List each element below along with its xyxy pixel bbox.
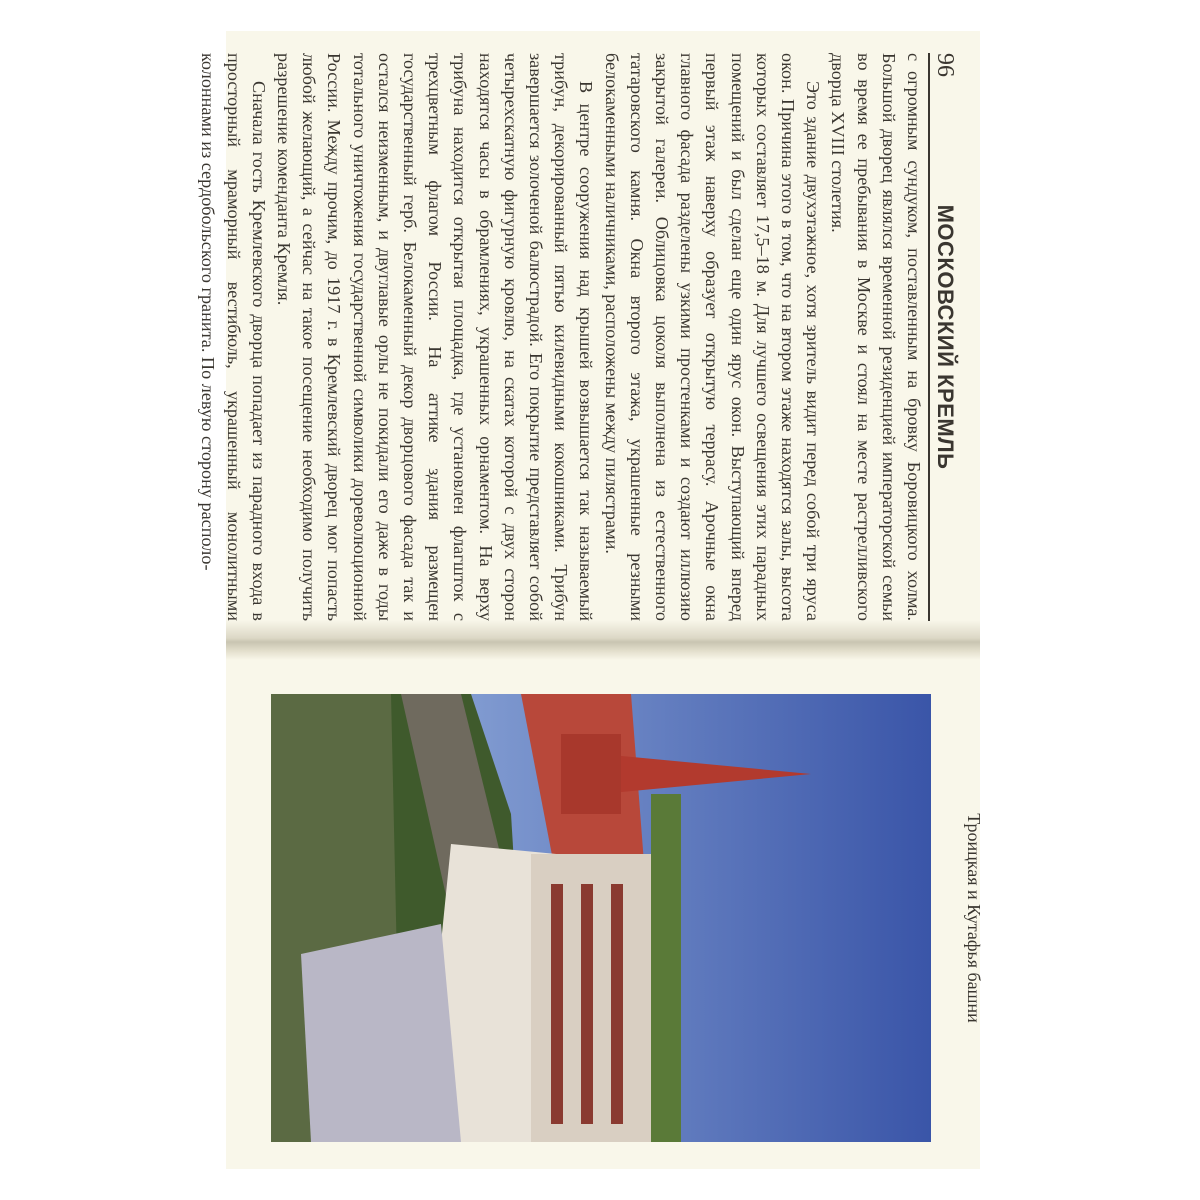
paragraph: Это здание двухэтажное, хотя зритель видит перед собой три яруса окон. Причина этого в том, что на втором этаже находятся залы, высота которых составляет 17,5–18 м. Для лучшего освещения этих парадных помещений и был сделан еще один ярус окон. Выступающий вперед первый этаж наверху образует открытую террасу. Арочные окна главного фасада разделены узкими простенками и создают иллюзию закрытой галереи. Облицовка цоколя выполнена из естественного татаровского камня. Окна второго этажа, украшенные резными белокаменными наличниками, расположены между пилястрами.	[601, 53, 824, 621]
running-title: МОСКОВСКИЙ КРЕМЛЬ	[933, 204, 958, 470]
running-header	[928, 53, 958, 621]
kremlin-photo	[271, 694, 931, 1142]
photo-caption: Троицкая и Кутафья башни	[964, 813, 984, 1023]
page-number: 96	[932, 53, 958, 77]
paragraph: Сначала гость Кремлевского дворца попадает из парадного входа в просторный мраморный вестибюль, украшенный монолитными колоннами из сердобольского гранита. По левую сторону располо-	[198, 53, 269, 621]
paragraph: с огромным сундуком, поставленным на бровку Боровицкого холма. Большой дворец являлся временной резиденцией императорской семьи во время ее пребывания в Москве и стоял на месте растрелливского дворца XVIII столетия.	[828, 53, 924, 621]
book-gutter	[226, 620, 980, 660]
text-page	[198, 53, 958, 621]
paragraph: В центре сооружения над крышей возвышается так называемый трибун, декорированный пятью килевидными кокошниками. Трибун завершается золоченой балюстрадой. Его покрытие представляет собой четырехскатную фигурную кровлю, на скатах которой с двух сторон находятся часы в обрамлениях, украшенных орнаментом. На верху трибуна находится открытая площадка, где установлен флагшток с трехцветным флагом России. На аттике здания размещен государственный герб. Белокаменный декор дворцового фасада так и остался неизменным, и двуглавые орлы не покидали его даже в годы тотального уничтожения государственной символики дореволюционной России. Между прочим, до 1917 г. в Кремлевский дворец мог попасть любой желающий, а сейчас на такое посещение необходимо получить разрешение коменданта Кремля.	[273, 53, 597, 621]
kremlin-photo-illustration	[271, 694, 931, 1142]
body-text	[195, 53, 926, 621]
